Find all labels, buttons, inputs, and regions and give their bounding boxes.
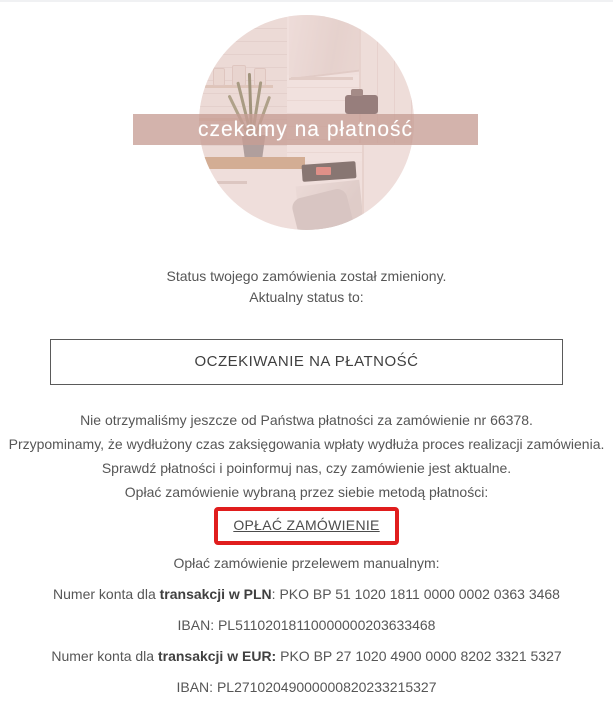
payment-message: [0, 408, 613, 504]
message-line1: Nie otrzymaliśmy jeszcze od Państwa płatności za zamówienie nr 66378.: [80, 412, 533, 428]
banner-label: czekamy na płatność: [197, 117, 414, 141]
eur-account-prefix: Numer konta dla: [51, 648, 158, 664]
pln-account-prefix: Numer konta dla: [53, 586, 160, 602]
status-intro-line1: Status twojego zamówienia został zmieniony.: [166, 268, 447, 284]
pln-iban-line: IBAN: PL51102018110000000203633468: [177, 617, 436, 633]
hero-section: [0, 2, 613, 247]
eur-account-number: PKO BP 27 1020 4900 0000 8202 3321 5327: [276, 648, 562, 664]
manual-transfer-heading: Opłać zamówienie przelewem manualnym:: [173, 555, 440, 571]
status-intro: [0, 247, 613, 308]
message-line2: Przypominamy, że wydłużony czas zaksięgowania wpłaty wydłuża proces realizacji zamówienia.: [8, 436, 605, 452]
status-intro-line2: Aktualny status to:: [249, 289, 364, 305]
eur-iban-line: IBAN: PL27102049000000820233215327: [176, 679, 437, 695]
message-line3: Sprawdź płatności i poinformuj nas, czy zamówienie jest aktualne.: [101, 460, 512, 476]
pln-account-number: : PKO BP 51 1020 1811 0000 0002 0363 3468: [271, 586, 560, 602]
status-banner: [133, 114, 478, 145]
message-line4: Opłać zamówienie wybraną przez siebie metodą płatności:: [124, 484, 489, 500]
status-box: [50, 339, 563, 385]
eur-account-bold: transakcji w EUR:: [157, 648, 277, 664]
pay-link-highlight-annotation: [214, 507, 398, 545]
pay-link-row: [0, 507, 613, 545]
pln-account-line: [0, 585, 613, 604]
pay-order-link[interactable]: OPŁAĆ ZAMÓWIENIE: [233, 517, 380, 533]
pln-account-bold: transakcji w PLN: [159, 586, 272, 602]
status-box-label: OCZEKIWANIE NA PŁATNOŚĆ: [194, 353, 419, 370]
eur-account-line: [0, 647, 613, 666]
